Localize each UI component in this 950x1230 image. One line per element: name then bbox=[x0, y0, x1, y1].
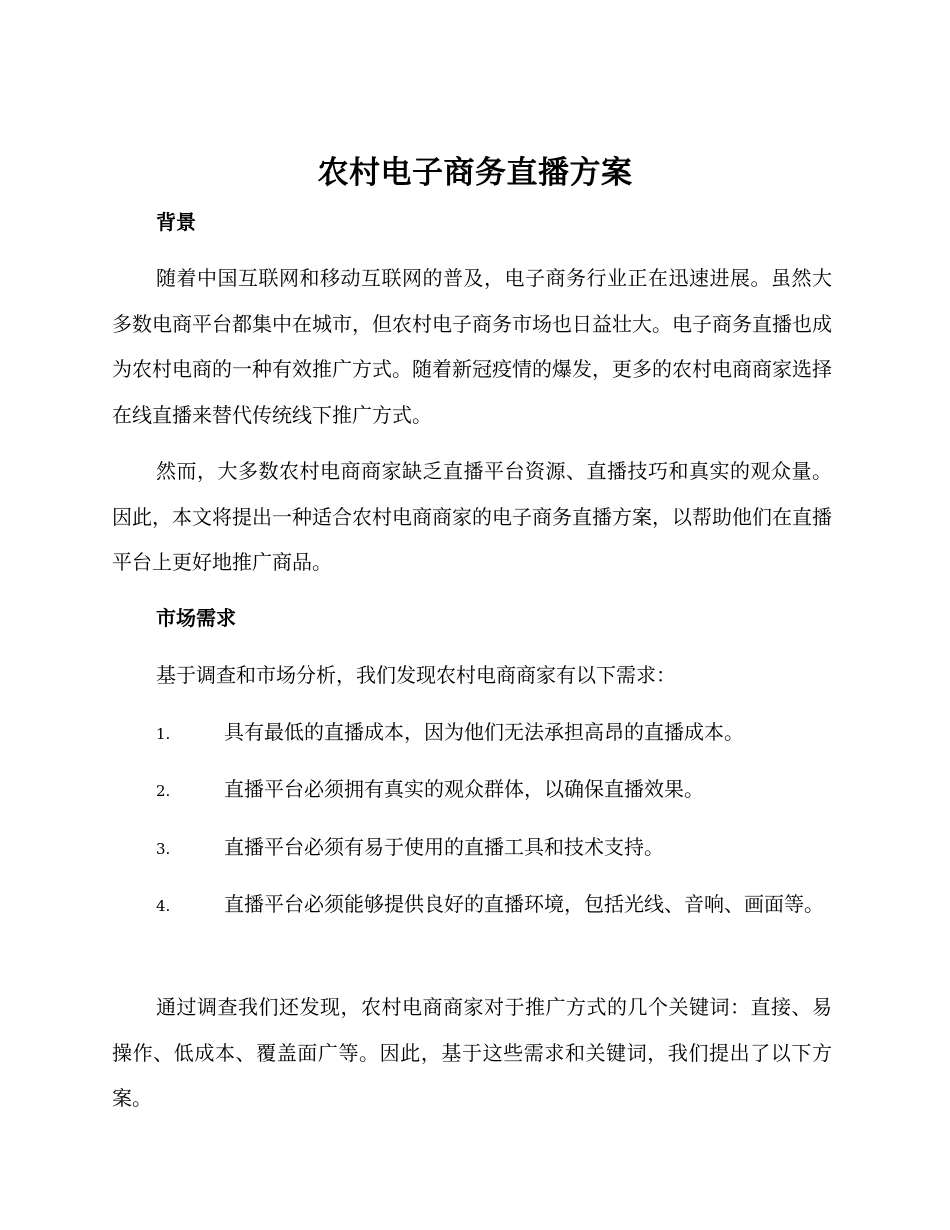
list-item-number: 4. bbox=[156, 897, 171, 915]
list-item-text: 直播平台必须能够提供良好的直播环境，包括光线、音响、画面等。 bbox=[224, 892, 824, 916]
market-demand-closing: 通过调查我们还发现，农村电商商家对于推广方式的几个关键词：直接、易操作、低成本、覆盖面广等。因此，基于这些需求和关键词，我们提出了以下方案。 bbox=[112, 995, 832, 1110]
list-item-text: 直播平台必须拥有真实的观众群体，以确保直播效果。 bbox=[224, 777, 704, 801]
section-heading-market-demand: 市场需求 bbox=[156, 606, 236, 630]
list-item-number: 2. bbox=[156, 782, 171, 800]
background-paragraph-1: 随着中国互联网和移动互联网的普及，电子商务行业正在迅速进展。虽然大多数电商平台都集中在城市，但农村电子商务市场也日益壮大。电子商务直播也成为农村电商的一种有效推广方式。随着新冠疫情的爆发，更多的农村电商商家选择在线直播来替代传统线下推广方式。 bbox=[112, 266, 832, 427]
market-demand-intro: 基于调查和市场分析，我们发现农村电商商家有以下需求： bbox=[156, 663, 676, 687]
list-item-text: 直播平台必须有易于使用的直播工具和技术支持。 bbox=[224, 835, 664, 859]
document-title: 农村电子商务直播方案 bbox=[317, 155, 633, 191]
list-item-text: 具有最低的直播成本，因为他们无法承担高昂的直播成本。 bbox=[224, 720, 744, 744]
background-paragraph-2: 然而，大多数农村电商商家缺乏直播平台资源、直播技巧和真实的观众量。因此，本文将提出一种适合农村电商商家的电子商务直播方案，以帮助他们在直播平台上更好地推广商品。 bbox=[112, 459, 832, 574]
list-item-number: 3. bbox=[156, 840, 171, 858]
section-heading-background: 背景 bbox=[156, 210, 196, 234]
list-item-number: 1. bbox=[156, 725, 171, 743]
